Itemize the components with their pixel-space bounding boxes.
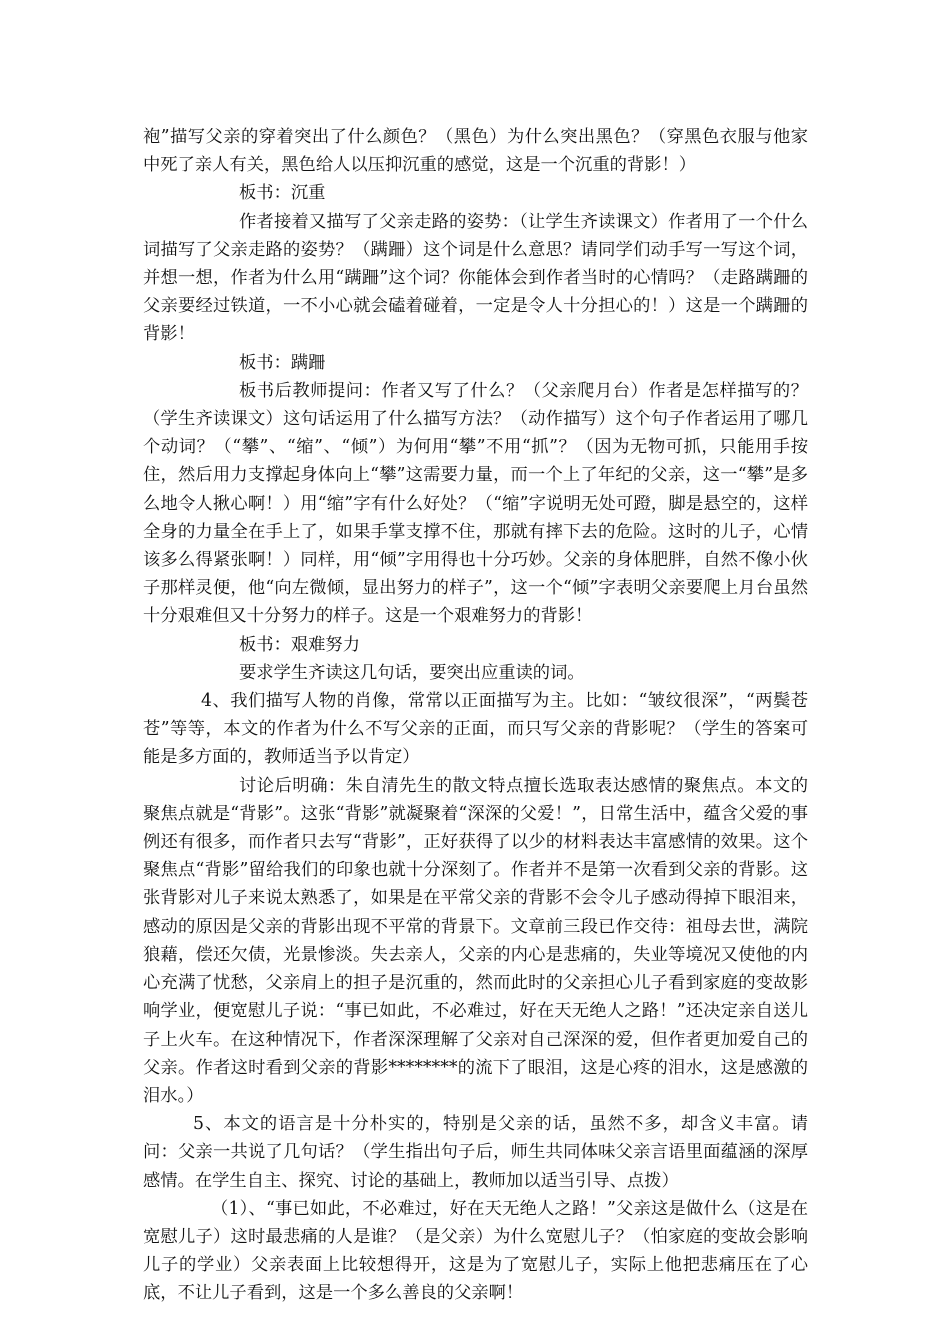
paragraph-continuation: 袍”描写父亲的穿着突出了什么颜色？（黑色）为什么突出黑色？（穿黑色衣服与他家中死了亲人有关，黑色给人以压抑沉重的感觉，这是一个沉重的背影！） <box>143 127 808 176</box>
paragraph-climbing: 板书后教师提问：作者又写了什么？（父亲爬月台）作者是怎样描写的？（学生齐读课文）这句话运用了什么描写方法？（动作描写）这个句子作者运用了哪几个动词？（“攀”、“缩”、“倾”）为何用“攀”不用“抓”？（因为无物可抓，只能用手按住，然后用力支撑起身体向上“攀”这需要力量，而一个上了年纪的父亲，这一“攀”是多么地令人揪心啊！）用“缩”字有什么好处？（“缩”字说明无处可蹬，脚是悬空的，这样全身的力量全在手上了，如果手掌支撑不住，那就有摔下去的危险。这时的儿子，心情该多么得紧张啊！）同样，用“倾”字用得也十分巧妙。父亲的身体肥胖，自然不像小伙子那样灵便，他“向左微倾，显出努力的样子”，这一个“倾”字表明父亲要爬上月台虽然十分艰难但又十分努力的样子。这是一个艰难努力的背影！ <box>143 380 808 627</box>
paragraph-discussion: 讨论后明确：朱自清先生的散文特点擅长选取表达感情的聚焦点。本文的聚焦点就是“背影”。这张“背影”就凝聚着“深深的父爱！”，日常生活中，蕴含父爱的事例还有很多，而作者只去写“背影”，正好获得了以少的材料表达丰富感情的效果。这个聚焦点“背影”留给我们的印象也就十分深刻了。作者并不是第一次看到父亲的背影。这张背影对儿子来说太熟悉了，如果是在平常父亲的背影不会令儿子感动得掉下眼泪来，感动的原因是父亲的背影出现不平常的背景下。文章前三段已作交待：祖母去世，满院狼藉，偿还欠债，光景惨淡。失去亲人，父亲的内心是悲痛的，失业等境况又使他的内心充满了忧愁，父亲肩上的担子是沉重的，然而此时的父亲担心儿子看到家庭的变故影响学业，便宽慰儿子说：“事已如此，不必难过，好在天无绝人之路！”还决定亲自送儿子上火车。在这种情况下，作者深深理解了父亲对自己深深的爱，但作者更加爱自己的父亲。作者这时看到父亲的背影********的流下了眼泪，这是心疼的泪水，这是感激的泪水。） <box>143 775 808 1106</box>
board-note-effort: 板书：艰难努力 <box>239 634 360 655</box>
paragraph-item-4: 4、我们描写人物的肖像，常常以正面描写为主。比如：“皱纹很深”，“两鬓苍苍”等等，本文的作者为什么不写父亲的正面，而只写父亲的背影呢？（学生的答案可能是多方面的，教师适当予以肯定） <box>143 691 808 768</box>
board-note-heavy: 板书：沉重 <box>239 183 326 204</box>
document-body <box>143 123 808 1308</box>
paragraph-walking: 作者接着又描写了父亲走路的姿势：（让学生齐读课文）作者用了一个什么词描写了父亲走路的姿势？（蹒跚）这个词是什么意思？请同学们动手写一写这个词，并想一想，作者为什么用“蹒跚”这个词？你能体会到作者当时的心情吗？（走路蹒跚的父亲要经过铁道，一不小心就会磕着碰着，一定是令人十分担心的！）这是一个蹒跚的背影！ <box>143 211 808 345</box>
paragraph-item-5-1: （1）、“事已如此，不必难过，好在天无绝人之路！”父亲这是做什么（这是在宽慰儿子）这时最悲痛的人是谁？（是父亲）为什么宽慰儿子？（怕家庭的变故会影响儿子的学业）父亲表面上比较想得开，这是为了宽慰儿子，实际上他把悲痛压在了心底，不让儿子看到，这是一个多么善良的父亲啊！ <box>143 1198 808 1304</box>
paragraph-read-aloud: 要求学生齐读这几句话，要突出应重读的词。 <box>239 662 585 683</box>
paragraph-item-5: 5、本文的语言是十分朴实的，特别是父亲的话，虽然不多，却含义丰富。请问：父亲一共说了几句话？（学生指出句子后，师生共同体味父亲言语里面蕴涵的深厚感情。在学生自主、探究、讨论的基础上，教师加以适当引导、点拨） <box>143 1114 808 1191</box>
board-note-stagger: 板书：蹒跚 <box>239 352 326 373</box>
